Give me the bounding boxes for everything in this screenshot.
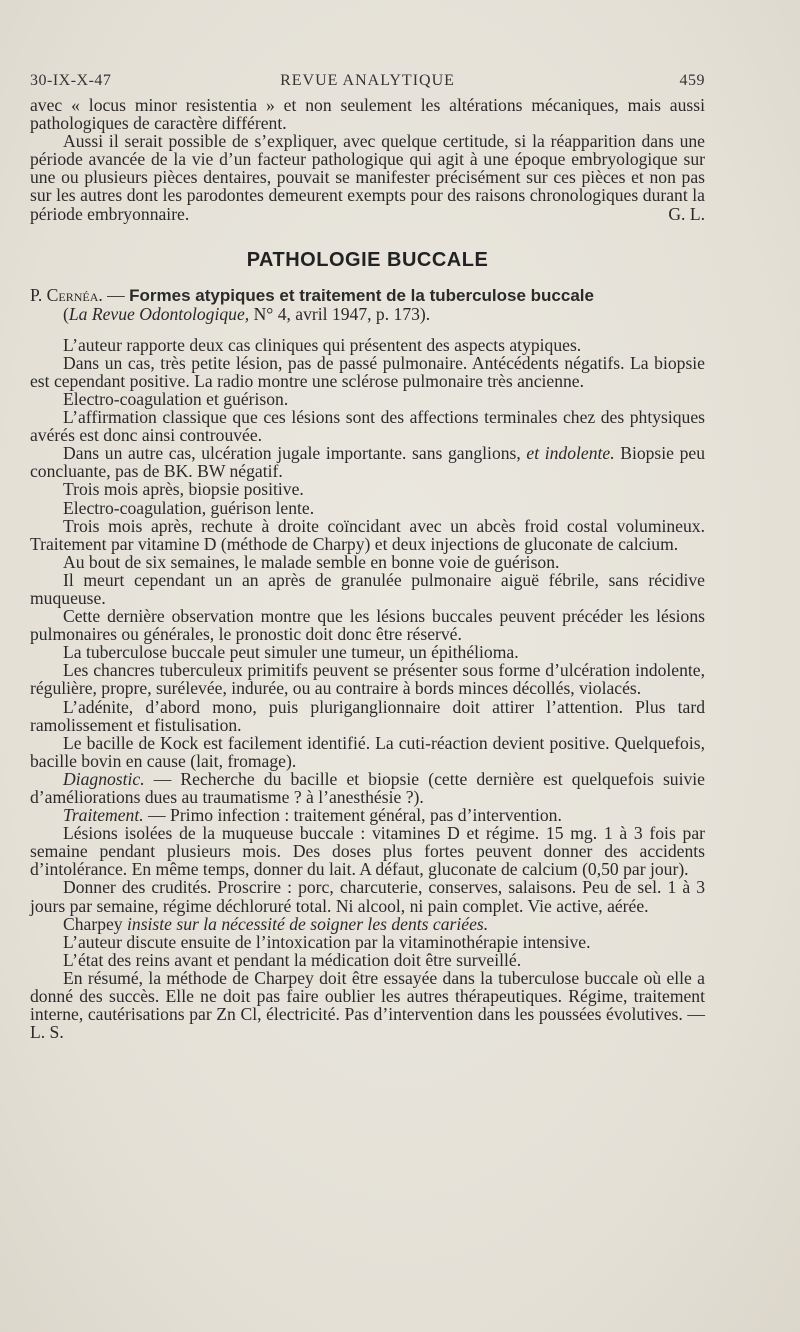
article-author: P. Cernéa. <box>30 284 103 305</box>
traitement-text: — Primo infection : traitement général, pas d’intervention. <box>143 805 562 826</box>
reference-details: N° 4, avril 1947, p. 173). <box>249 303 431 324</box>
header-date: 30-IX-X-47 <box>30 72 112 89</box>
article-paragraph: L’affirmation classique que ces lésions sont des affections terminales chez des phtysiques avérés est donc ainsi controuvée. <box>30 407 705 446</box>
article-paragraph: Dans un cas, très petite lésion, pas de passé pulmonaire. Antécédents négatifs. La biopsie est cependant positive. La radio montre une sclérose pulmonaire très ancienne. <box>30 352 705 391</box>
article-body <box>30 336 705 1042</box>
case-2-italic: et indolente. <box>526 443 615 464</box>
article-paragraph: L’adénite, d’abord mono, puis pluriganglionnaire doit attirer l’attention. Plus tard ramolissement et fistulisation. <box>30 696 705 735</box>
intro-block <box>30 96 705 223</box>
final-signature: — L. S. <box>30 1004 705 1043</box>
charpey-start: Charpey <box>63 913 128 934</box>
article-dash: — <box>102 284 130 305</box>
article-paragraph: Lésions isolées de la muqueuse buccale : vitamines D et régime. 15 mg. 1 à 3 fois par semaine pendant plusieurs mois. Des doses plus fortes peuvent donner des accidents d’intolérance. En même temps, donner du lait. A défaut, gluconate de calcium (0,50 par jour). <box>30 823 705 880</box>
case-2-start: Dans un autre cas, ulcération jugale importante. sans ganglions, <box>63 443 527 464</box>
article-heading <box>30 286 705 324</box>
article-title: Formes atypiques et traitement de la tuberculose buccale <box>129 285 594 305</box>
article-paragraph: Electro-coagulation et guérison. <box>63 388 289 409</box>
diagnostic-text: — Recherche du bacille et biopsie (cette dernière est quelquefois suivie d’améliorations dues au traumatisme ? à l’anesthésie ?). <box>30 768 705 807</box>
traitement-paragraph <box>30 806 705 824</box>
article-paragraph: Au bout de six semaines, le malade semble en bonne voie de guérison. <box>63 551 560 572</box>
article-paragraph: Donner des crudités. Proscrire : porc, charcuterie, conserves, salaisons. Peu de sel. 1 à 3 jours par semaine, régime déchloruré total. Ni alcool, ni pain complet. Vie active, aérée. <box>30 877 705 916</box>
diagnostic-paragraph <box>30 770 705 806</box>
article-paragraph: Il meurt cependant un an après de granulée pulmonaire aiguë fébrile, sans récidive muqueuse. <box>30 569 705 608</box>
article-paragraph: Les chancres tuberculeux primitifs peuvent se présenter sous forme d’ulcération indolente, régulière, propre, surélevée, indurée, ou au contraire à bords minces décollés, violacés. <box>30 660 705 699</box>
header-page-number: 459 <box>679 72 705 89</box>
case-2-paragraph <box>30 444 705 480</box>
traitement-label: Traitement. <box>63 805 144 826</box>
section-title: PATHOLOGIE BUCCALE <box>246 248 489 271</box>
article-paragraph: Electro-coagulation, guérison lente. <box>63 497 315 518</box>
final-paragraph <box>30 969 705 1041</box>
reference-journal: La Revue Odontologique, <box>68 303 250 324</box>
final-text: En résumé, la méthode de Charpey doit être essayée dans la tuberculose buccale où elle a donné des succès. Elle ne doit pas faire oublier les autres thérapeutiques. Régime, traitement interne, cautérisations par Zn Cl, électricité. Pas d’intervention dans les poussées évolutives. <box>30 967 705 1025</box>
article-paragraph: Le bacille de Kock est facilement identifié. La cuti-réaction devient positive. Quelquefois, bacille bovin en cause (lait, fromage). <box>30 732 705 771</box>
intro-signature: G. L. <box>668 203 705 224</box>
charpey-italic: insiste sur la nécessité de soigner les dents cariées. <box>127 913 489 934</box>
intro-paragraph-1: avec « locus minor resistentia » et non seulement les altérations mécaniques, mais aussi pathologiques de caractère différent. <box>30 95 705 134</box>
header-journal-title: REVUE ANALYTIQUE <box>280 72 455 89</box>
case-2-end: Biopsie peu concluante, pas de BK. BW négatif. <box>30 443 705 482</box>
article-reference <box>30 305 705 324</box>
charpey-paragraph <box>30 915 705 933</box>
intro-paragraph-2-text: Aussi il serait possible de s’expliquer, avec quelque certitude, si la réapparition dans une période avancée de la vie d’un facteur pathologique qui agit à une époque embryologique sur une ou plusieurs pièces dentaires, pouvait se manifester précisément sur ces pièces et non pas sur les autres dont les parodontes demeurent exempts pour des raisons chronologiques durant la période embryonnaire. <box>30 131 705 224</box>
article-paragraph: L’état des reins avant et pendant la médication doit être surveillé. <box>63 949 522 970</box>
article-paragraph: L’auteur discute ensuite de l’intoxication par la vitaminothérapie intensive. <box>63 931 591 952</box>
running-head <box>30 72 705 96</box>
reference-open: ( <box>63 303 69 324</box>
article-paragraph: Trois mois après, rechute à droite coïncidant avec un abcès froid costal volumineux. Traitement par vitamine D (méthode de Charpy) et deux injections de gluconate de calcium. <box>30 515 705 554</box>
article-paragraph: Cette dernière observation montre que les lésions buccales peuvent précéder les lésions pulmonaires ou générales, le pronostic doit donc être réservé. <box>30 606 705 645</box>
diagnostic-label: Diagnostic. <box>63 768 145 789</box>
intro-paragraph-2 <box>30 132 705 222</box>
article-paragraph: Trois mois après, biopsie positive. <box>63 479 304 500</box>
article-paragraph: La tuberculose buccale peut simuler une tumeur, un épithélioma. <box>63 642 519 663</box>
article-paragraph: L’auteur rapporte deux cas cliniques qui présentent des aspects atypiques. <box>63 334 582 355</box>
